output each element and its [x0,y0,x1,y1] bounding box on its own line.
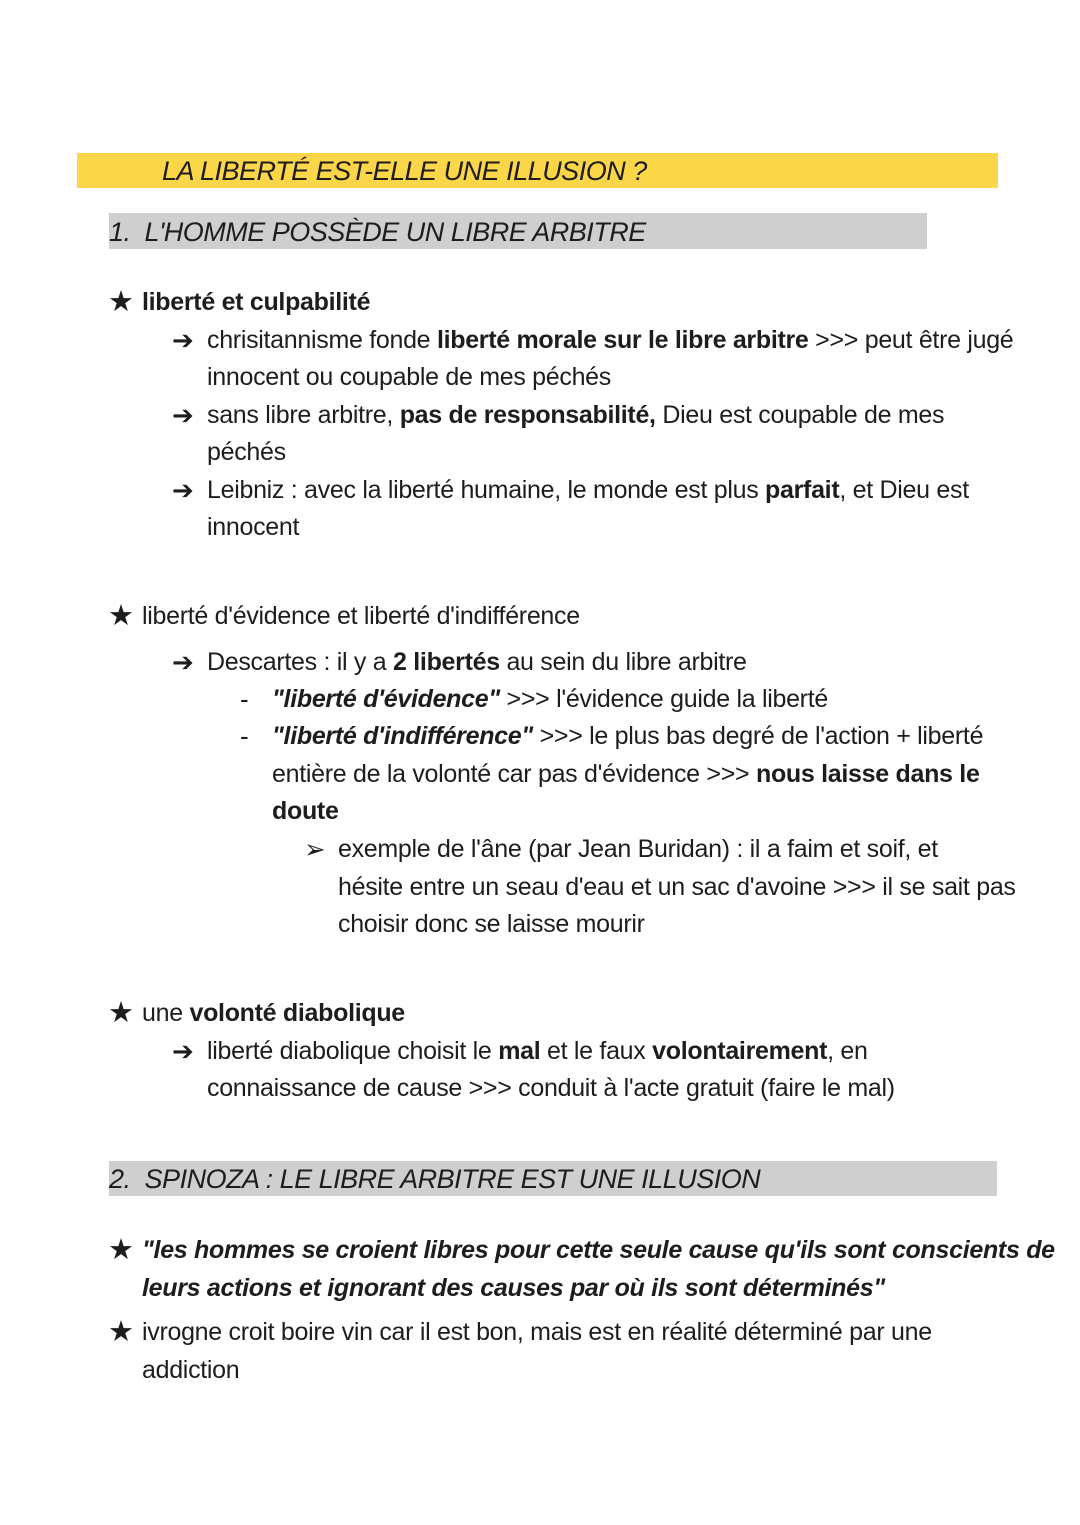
star-icon: ★ [108,286,134,318]
subpoint-1: "liberté d'évidence" >>> l'évidence guide la liberté [272,685,828,713]
topic-1-point-2-line-1: sans libre arbitre, pas de responsabilité, Dieu est coupable de mes [207,401,945,429]
topic-1-point-3-line-1: Leibniz : avec la liberté humaine, le monde est plus parfait, et Dieu est [207,476,969,504]
example-line-3: choisir donc se laisse mourir [338,910,645,938]
section-1-number: 1. [109,217,131,247]
topic-1-point-1-line-2: innocent ou coupable de mes péchés [207,363,611,391]
topic-2-title: liberté d'évidence et liberté d'indifférence [142,602,580,630]
section-1-heading [109,216,646,248]
dash-icon: - [240,684,249,714]
topic-1-point-1-line-1: chrisitannisme fonde liberté morale sur le libre arbitre >>> peut être jugé [207,326,1014,354]
star-icon: ★ [108,1234,134,1266]
star-icon: ★ [108,1316,134,1348]
page-title: LA LIBERTÉ EST-ELLE UNE ILLUSION ? [162,156,647,186]
arrow-right-icon: ➔ [172,325,194,355]
arrowhead-icon: ➢ [304,834,326,864]
subpoint-2-line-3: doute [272,797,339,825]
topic-3-title: une volonté diabolique [142,999,405,1027]
example-line-2: hésite entre un seau d'eau et un sac d'avoine >>> il se sait pas [338,873,1016,901]
topic-3-point-line-2: connaissance de cause >>> conduit à l'acte gratuit (faire le mal) [207,1074,895,1102]
section-1-title: L'HOMME POSSÈDE UN LIBRE ARBITRE [144,217,646,247]
topic-2-point: Descartes : il y a 2 libertés au sein du libre arbitre [207,648,747,676]
star-icon: ★ [108,600,134,632]
subpoint-2-line-1: "liberté d'indifférence" >>> le plus bas degré de l'action + liberté [272,722,984,750]
subpoint-2-line-2: entière de la volonté car pas d'évidence >>> nous laisse dans le [272,760,980,788]
dash-icon: - [240,721,249,751]
arrow-right-icon: ➔ [172,475,194,505]
topic-1-point-2-line-2: péchés [207,438,286,466]
section-2-number: 2. [109,1164,131,1194]
section-2-title: SPINOZA : LE LIBRE ARBITRE EST UNE ILLUSION [144,1164,761,1194]
star-icon: ★ [108,997,134,1029]
spinoza-quote-line-2: leurs actions et ignorant des causes par où ils sont déterminés" [142,1274,885,1302]
topic-1-point-3-line-2: innocent [207,513,300,541]
arrow-right-icon: ➔ [172,1036,194,1066]
topic-1-title: liberté et culpabilité [142,288,371,316]
spinoza-quote-line-1: "les hommes se croient libres pour cette seule cause qu'ils sont conscients de [142,1236,1055,1264]
section-2-heading [109,1163,760,1195]
topic-3-point-line-1: liberté diabolique choisit le mal et le faux volontairement, en [207,1037,868,1065]
arrow-right-icon: ➔ [172,400,194,430]
ivrogne-line-2: addiction [142,1356,240,1384]
ivrogne-line-1: ivrogne croit boire vin car il est bon, mais est en réalité déterminé par une [142,1318,932,1346]
example-line-1: exemple de l'âne (par Jean Buridan) : il a faim et soif, et [338,835,938,863]
arrow-right-icon: ➔ [172,647,194,677]
